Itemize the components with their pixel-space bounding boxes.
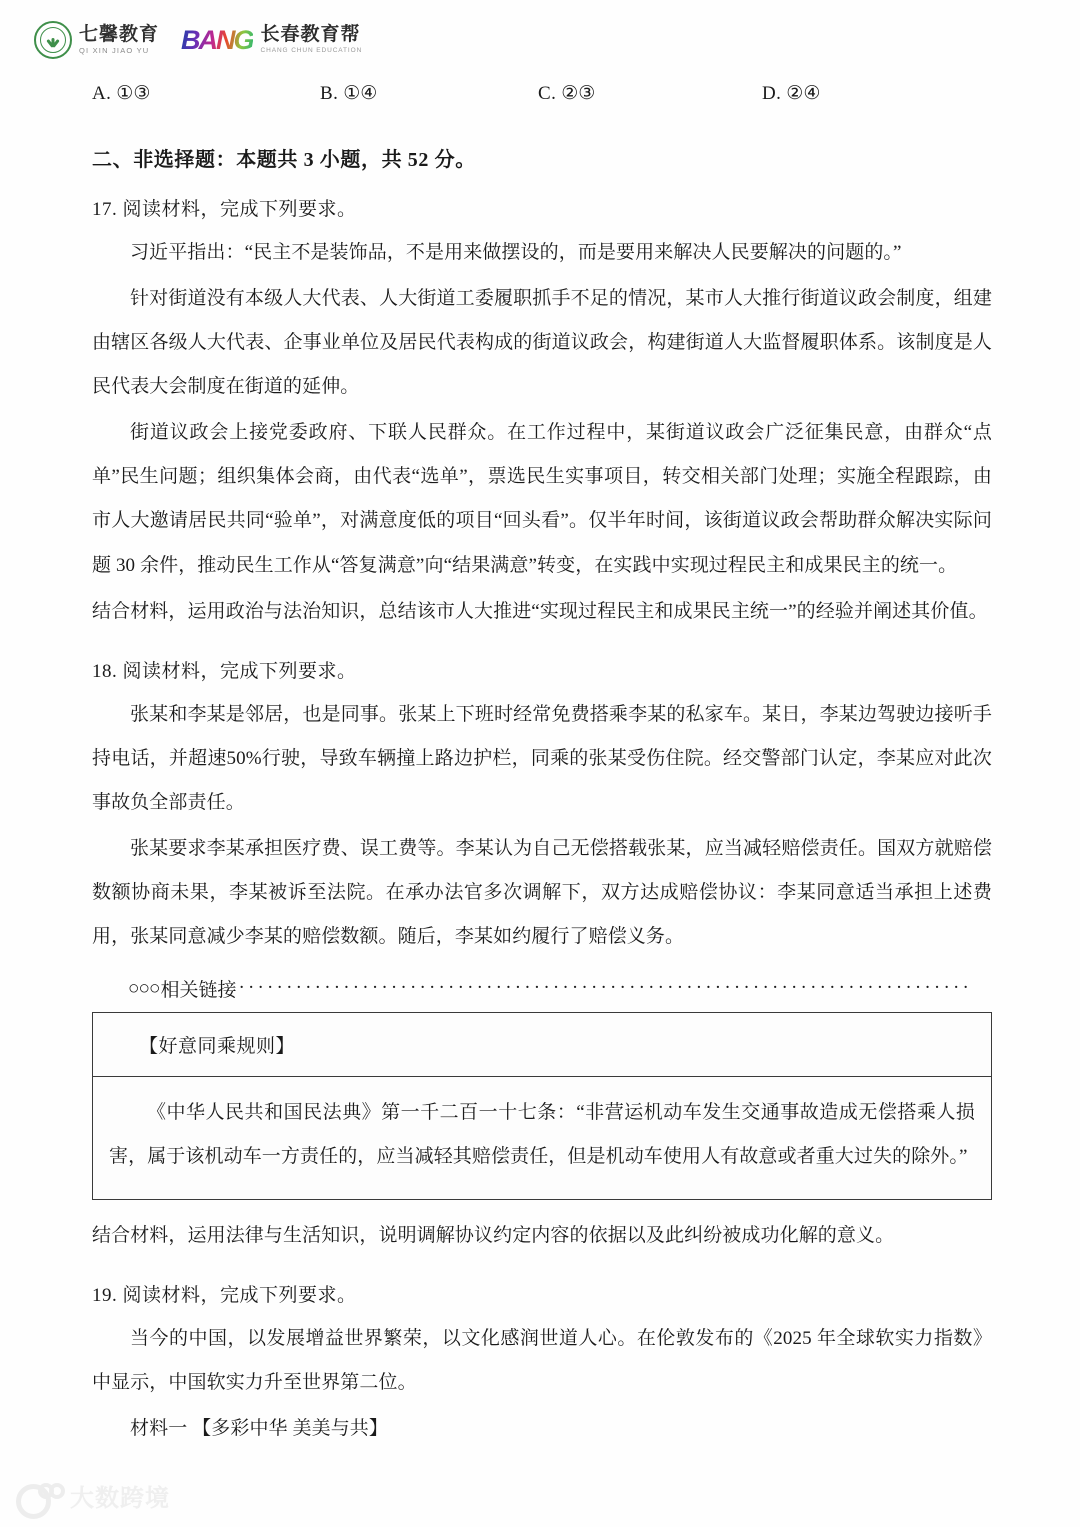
answer-option-c-label: C. — [538, 83, 557, 104]
law-reference-title: 【好意同乘规则】 — [93, 1013, 991, 1077]
answer-option-b-value: ①④ — [343, 83, 378, 104]
sprout-circle-logo-icon — [34, 21, 72, 59]
logo-changchun-en: CHANG CHUN EDUCATION — [260, 47, 363, 55]
question-19-material-one: 材料一 【多彩中华 美美与共】 — [130, 1417, 389, 1439]
question-18-question: 结合材料，运用法律与生活知识，说明调解协议约定内容的依据以及此纠纷被成功化解的意义。 — [92, 1224, 895, 1246]
logo-qixin-jiaoyu — [34, 21, 159, 59]
document-content — [92, 82, 992, 1453]
logo-qixin-cn: 七馨教育 — [79, 24, 160, 46]
question-19-paragraph-1: 当今的中国，以发展增益世界繁荣，以文化感润世道人心。在伦敦发布的《2025 年全球软实力指数》中显示，中国软实力升至世界第二位。 — [92, 1327, 992, 1393]
answer-option-b — [320, 82, 538, 105]
logo-changchun-text — [261, 25, 363, 55]
section-heading: 二、非选择题：本题共 3 小题，共 52 分。 — [92, 149, 476, 171]
related-link-label: 相关链接 — [160, 980, 237, 1002]
eye-dots-watermark-icon — [16, 1481, 62, 1511]
question-17-paragraph-2: 针对街道没有本级人大代表、人大街道工委履职抓手不足的情况，某市人大推行街道议政会制度，组建由辖区各级人大代表、企事业单位及居民代表构成的街道议政会，构建街道人大监督履职体系。该制度是人民代表大会制度在街道的延伸。 — [92, 288, 992, 398]
logo-qixin-pinyin: QI XIN JIAO YU — [79, 46, 150, 56]
logo-changchun-jiaoyubang — [181, 25, 362, 55]
answer-option-d-label: D. — [762, 83, 782, 104]
answer-option-a-value: ①③ — [116, 83, 151, 104]
answer-option-c-value: ②③ — [561, 83, 596, 104]
publisher-logo-bar — [34, 18, 362, 62]
law-reference-box — [92, 1012, 992, 1199]
related-link-circles-icon: ○○○ — [128, 977, 160, 999]
answer-option-a — [92, 82, 320, 105]
related-link-dots: ············································································· — [238, 977, 973, 998]
question-18-paragraph-2: 张某要求李某承担医疗费、误工费等。李某认为自己无偿搭载张某，应当减轻赔偿责任。国双方就赔偿数额协商未果，李某被诉至法院。在承办法官多次调解下，双方达成赔偿协议：李某同意适当承担上述费用，张某同意减少李某的赔偿数额。随后，李某如约履行了赔偿义务。 — [92, 837, 992, 948]
question-17-question: 结合材料，运用政治与法治知识，总结该市人大推进“实现过程民主和成果民主统一”的经验并阐述其价值。 — [92, 600, 988, 622]
question-19-prompt: 19. 阅读材料，完成下列要求。 — [92, 1284, 357, 1306]
law-reference-text: 《中华人民共和国民法典》第一千二百一十七条：“非营运机动车发生交通事故造成无偿搭乘人损害，属于该机动车一方责任的，应当减轻其赔偿责任，但是机动车使用人有故意或者重大过失的除外。” — [109, 1102, 975, 1167]
page-watermark — [16, 1478, 170, 1513]
related-link-divider — [92, 975, 992, 1002]
question-17-prompt: 17. 阅读材料，完成下列要求。 — [92, 199, 357, 220]
law-reference-body — [93, 1077, 991, 1198]
answer-options-row — [92, 82, 992, 105]
answer-option-c — [538, 82, 762, 105]
bang-wordmark-icon: BANG — [181, 24, 253, 55]
question-17-paragraph-1: 习近平指出：“民主不是装饰品，不是用来做摆设的，而是要用来解决人民要解决的问题的。” — [130, 242, 902, 263]
question-18-paragraph-1: 张某和李某是邻居，也是同事。张某上下班时经常免费搭乘李某的私家车。某日，李某边驾驶边接听手持电话，并超速50%行驶，导致车辆撞上路边护栏，同乘的张某受伤住院。经交警部门认定，李某应对此次事故负全部责任。 — [92, 703, 992, 813]
question-17-paragraph-3: 街道议政会上接党委政府、下联人民群众。在工作过程中，某街道议政会广泛征集民意，由群众“点单”民生问题；组织集体会商，由代表“选单”，票选民生实事项目，转交相关部门处理；实施全程跟踪，由市人大邀请居民共同“验单”，对满意度低的项目“回头看”。仅半年时间，该街道议政会帮助群众解决实际问题 30 余件，推动民生工作从“答复满意”向“结果满意”转变，在实践中实现过程民主和成果民主的统一。 — [92, 422, 992, 576]
sprout-leaf-icon — [46, 34, 61, 47]
logo-qixin-text — [79, 25, 159, 55]
answer-option-d-value: ②④ — [786, 83, 821, 104]
watermark-text: 大数跨境 — [70, 1486, 170, 1512]
logo-changchun-cn: 长春教育帮 — [260, 24, 361, 46]
question-18-prompt: 18. 阅读材料，完成下列要求。 — [92, 660, 357, 682]
answer-option-d — [762, 82, 820, 105]
answer-option-a-label: A. — [92, 83, 112, 104]
answer-option-b-label: B. — [320, 83, 339, 104]
